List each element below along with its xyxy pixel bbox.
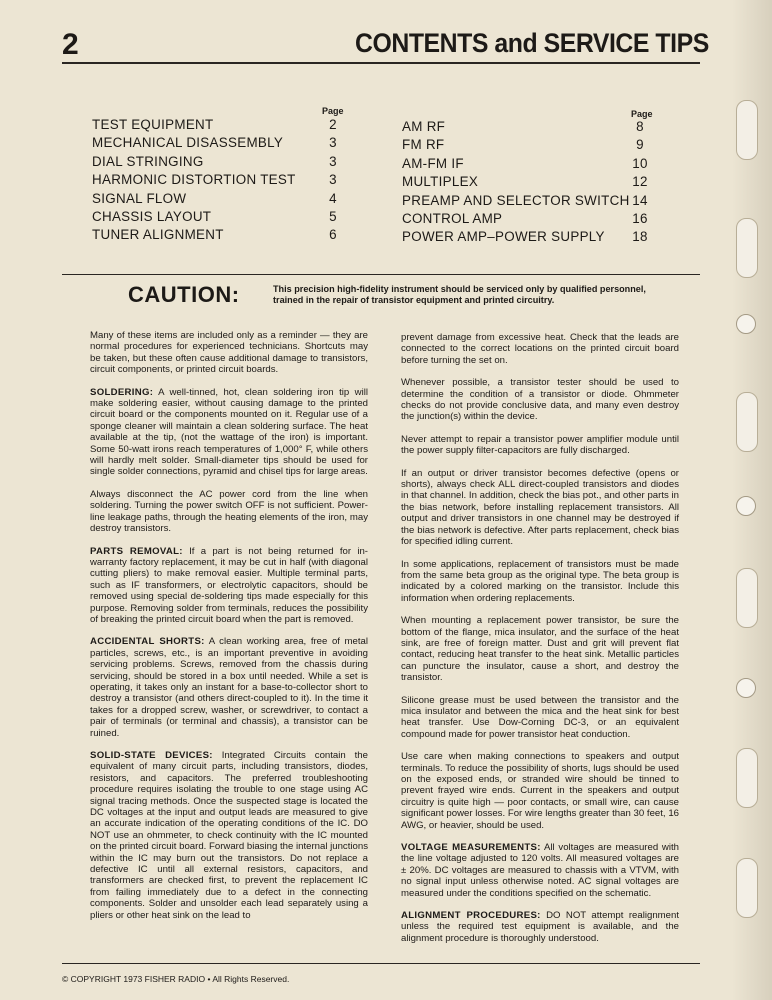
paragraph-body: Whenever possible, a transistor tester should be used to determine the condition of a transistor or diode. Ohmmeter checks do not provide conclusive data, and many even destroy the junction(s) within the device. bbox=[401, 377, 679, 423]
paragraph bbox=[90, 636, 368, 739]
paragraph-heading: PARTS REMOVAL: bbox=[90, 545, 183, 557]
binder-tab bbox=[736, 748, 758, 808]
paragraph-body: A clean working area, free of metal particles, screws, etc., is an important preventive in avoiding servicing problems. Screws, removed from the chassis during servicing, should be stored in a box until needed. While a set is operating, it takes only an instant for a base-to-collector short to destroy a transistor (and others direct-coupled to it). In the time it takes for a dropped screw, washer, or screwdriver, to contact a pair of terminals (or terminal and chassis), a transistor can be ruined. bbox=[90, 636, 368, 739]
paragraph-body: Silicone grease must be used between the transistor and the mica insulator and between the mica and the heat sink for best heat transfer. Use Dow-Corning DC-3, or an equivalent compound made for power transistor heat conduction. bbox=[401, 694, 679, 740]
paragraph-heading: ACCIDENTAL SHORTS: bbox=[90, 636, 205, 648]
paragraph-heading: SOLID-STATE DEVICES: bbox=[90, 750, 213, 761]
toc-entry-page: 16 bbox=[632, 210, 648, 226]
toc-entry bbox=[402, 137, 649, 155]
paragraph-body: If a part is not being returned for in-warranty factory replacement, it may be cut in half (with diagonal cutting pliers) to make removal easier. Multiple terminal parts, such as IF transformers, or electrolytic capacitors, should be removed using special de-soldering tips made especially for this purpose. Removing solder from terminals, reduces the possibility of breaking the printed circuit board when the part is removed. bbox=[90, 545, 369, 625]
caution-rule bbox=[62, 274, 700, 275]
toc-entry bbox=[92, 172, 342, 190]
paragraph-body: Integrated Circuits contain the equivalent of many circuit parts, including transistors, diodes, resistors, and capacitors. The preferred troubleshooting procedure requires isolating the trouble to one stage using AC signal tracing methods. Once the suspected stage is located the DC voltages at the input and output leads are measured to give an accurate indication of the operating conditions of the IC. DO NOT use an ohmmeter, to check continuity with the IC mounted on the printed circuit board. Forward biasing the internal junctions within the IC may burn out the transistors. Do not replace a defective IC until all external resistors, capacitors, and transformers are checked first, to prevent the replacement IC from failing immediately due to a defect in the connecting components. Solder and unsolder each lead separately using a pliers or other heat sink on the lead to bbox=[90, 750, 368, 921]
binder-hole bbox=[736, 314, 756, 334]
paragraph-body: If an output or driver transistor becomes defective (opens or shorts), always check ALL direct-coupled transistors and diodes in that channel. In addition, check the bias pot., and other parts in the bias network, before installing replacement transistors. All output and driver transistors in one channel may be destroyed if the bias network is defective. After parts replacement, check bias for specified idling current. bbox=[401, 467, 679, 548]
binder-tab bbox=[736, 218, 758, 278]
caution-heading: CAUTION: bbox=[128, 282, 240, 307]
toc-entry bbox=[92, 117, 342, 135]
toc-page-heading-left: Page bbox=[322, 106, 344, 116]
toc-list-right bbox=[402, 119, 649, 248]
paragraph-body: Always disconnect the AC power cord from the line when soldering. Turning the power switch OFF is not sufficient. Power-line leakage paths, through the heating elements of the iron, may destroy transistors. bbox=[90, 488, 368, 535]
toc-entry-page: 4 bbox=[329, 190, 337, 206]
paragraph bbox=[90, 387, 368, 478]
paragraph-body: Many of these items are included only as a reminder — they are normal procedures for experienced technicians. Shortcuts may be taken, but these often cause additional damage to transistors, circuit components, or printed circuit boards. bbox=[90, 330, 368, 376]
paragraph bbox=[401, 468, 679, 548]
paragraph-body: Never attempt to repair a transistor power amplifier module until the power supply filter-capacitors are fully discharged. bbox=[401, 433, 679, 457]
toc-entry bbox=[402, 229, 649, 247]
page-title: CONTENTS and SERVICE TIPS bbox=[355, 28, 709, 58]
paragraph-body: prevent damage from excessive heat. Check that the leads are connected to the correct locations on the printed circuit board before turning the set on. bbox=[401, 332, 679, 366]
paragraph bbox=[401, 559, 679, 605]
toc-entry-label: AM RF bbox=[402, 119, 446, 134]
toc-entry-label: FM RF bbox=[402, 137, 445, 153]
paragraph-heading: ALIGNMENT PROCEDURES: bbox=[401, 910, 541, 922]
toc-entry-label: CONTROL AMP bbox=[402, 210, 503, 226]
paragraph-body: Use care when making connections to speakers and output terminals. To reduce the possibility of shorts, lugs should be used on the exposed ends, or stranded wire should be tinned to prevent frayed wire ends. Current in the speakers and output circuitry is quite high — poor contacts, or small wire, can cause significant power losses. For wire lengths greater than 30 feet, 16 AWG, or heavier, should be used. bbox=[401, 751, 679, 831]
paragraph-body: When mounting a replacement power transistor, be sure the bottom of the flange, mica insulator, and the surface of the heat sink, are free of foreign matter. Dust and grit will prevent flat contact, reducing heat transfer to the heat sink. Metallic particles can puncture the insulator, cause a short, and destroy the transistor. bbox=[401, 615, 679, 684]
toc-entry-page: 14 bbox=[632, 192, 648, 208]
header-rule bbox=[62, 62, 700, 64]
toc-entry-page: 3 bbox=[329, 172, 337, 188]
toc-entry-page: 10 bbox=[632, 155, 648, 171]
toc-entry-label: MULTIPLEX bbox=[402, 174, 479, 190]
caution-text: This precision high-fidelity instrument should be serviced only by qualified personnel, trained in the repair of transistor equipment and printed circuitry. bbox=[273, 284, 646, 305]
paragraph-body: DO NOT attempt realignment unless the required test equipment is available, and the alignment procedure is thoroughly understood. bbox=[401, 910, 679, 944]
paragraph bbox=[90, 546, 368, 626]
toc-entry bbox=[402, 119, 649, 137]
toc-entry-page: 3 bbox=[329, 135, 337, 151]
toc-entry-page: 8 bbox=[636, 119, 644, 134]
left-column bbox=[90, 330, 368, 932]
paragraph-heading: VOLTAGE MEASUREMENTS: bbox=[401, 842, 541, 854]
toc-list-left bbox=[92, 117, 342, 246]
copyright-notice: © COPYRIGHT 1973 FISHER RADIO • All Rights Reserved. bbox=[62, 974, 290, 984]
paragraph bbox=[90, 489, 368, 535]
toc-entry-page: 2 bbox=[329, 117, 337, 132]
paragraph bbox=[401, 910, 679, 944]
toc-entry bbox=[92, 227, 342, 245]
toc-entry bbox=[402, 174, 649, 192]
paragraph-body: A well-tinned, hot, clean soldering iron tip will make soldering easier, without causing damage to the printed circuit board or the components mounted on it. Regular use of a sponge cleaner will maintain a clean soldering surface. The heat available at the tip, (not the wattage of the iron) is important. Some 50-watt irons reach temperatures of 1,000° F, while others will hardly melt solder. Small-diameter tips should be used for single solder connections, pyramid and chisel tips for large areas. bbox=[90, 386, 368, 478]
toc-entry-label: POWER AMP–POWER SUPPLY bbox=[402, 229, 605, 245]
paragraph bbox=[401, 615, 679, 683]
paragraph bbox=[90, 750, 368, 921]
paragraph bbox=[401, 695, 679, 741]
toc-entry-label: PREAMP AND SELECTOR SWITCH bbox=[402, 192, 630, 208]
toc-entry-page: 6 bbox=[329, 227, 337, 243]
toc-entry bbox=[92, 154, 342, 172]
paragraph-heading: SOLDERING: bbox=[90, 386, 154, 398]
toc-entry bbox=[402, 156, 649, 174]
toc-entry-page: 12 bbox=[632, 174, 648, 190]
right-column bbox=[401, 332, 679, 955]
toc-entry-label: SIGNAL FLOW bbox=[92, 190, 187, 206]
toc-entry bbox=[402, 193, 649, 211]
binder-tab bbox=[736, 568, 758, 628]
toc-entry bbox=[92, 209, 342, 227]
page-number: 2 bbox=[62, 28, 79, 61]
binder-tab bbox=[736, 858, 758, 918]
toc-entry bbox=[92, 135, 342, 153]
paragraph bbox=[401, 434, 679, 457]
paragraph-body: In some applications, replacement of transistors must be made from the same beta group as the original type. The beta group is indicated by a colored marking on the transistor. Include this information when ordering replacements. bbox=[401, 558, 679, 604]
paragraph bbox=[401, 377, 679, 423]
toc-entry-label: MECHANICAL DISASSEMBLY bbox=[92, 135, 284, 151]
binder-tab bbox=[736, 392, 758, 452]
toc-entry-label: DIAL STRINGING bbox=[92, 153, 204, 169]
toc-entry bbox=[92, 191, 342, 209]
binder-hole bbox=[736, 496, 756, 516]
paragraph-body: All voltages are measured with the line voltage adjusted to 120 volts. All measured voltages are ± 20%. DC voltages are measured to chassis with a VTVM, with no signal input unless otherwise noted. AC signal voltages are measured under the conditions specified on the schematic. bbox=[401, 842, 679, 899]
toc-entry-label: TEST EQUIPMENT bbox=[92, 117, 214, 132]
footer-rule bbox=[62, 963, 700, 964]
toc-entry-page: 3 bbox=[329, 153, 337, 169]
toc-entry-page: 18 bbox=[632, 229, 648, 245]
toc-entry-label: TUNER ALIGNMENT bbox=[92, 227, 224, 243]
toc-entry bbox=[402, 211, 649, 229]
binder-hole bbox=[736, 678, 756, 698]
paragraph bbox=[401, 842, 679, 899]
toc-page-heading-right: Page bbox=[631, 109, 653, 119]
binder-tab bbox=[736, 100, 758, 160]
paragraph bbox=[90, 330, 368, 376]
toc-entry-label: AM-FM IF bbox=[402, 155, 464, 171]
paragraph bbox=[401, 332, 679, 366]
paragraph bbox=[401, 751, 679, 831]
toc-entry-page: 5 bbox=[329, 208, 337, 224]
toc-entry-label: CHASSIS LAYOUT bbox=[92, 208, 212, 224]
toc-entry-label: HARMONIC DISTORTION TEST bbox=[92, 172, 296, 188]
toc-entry-page: 9 bbox=[636, 137, 644, 153]
